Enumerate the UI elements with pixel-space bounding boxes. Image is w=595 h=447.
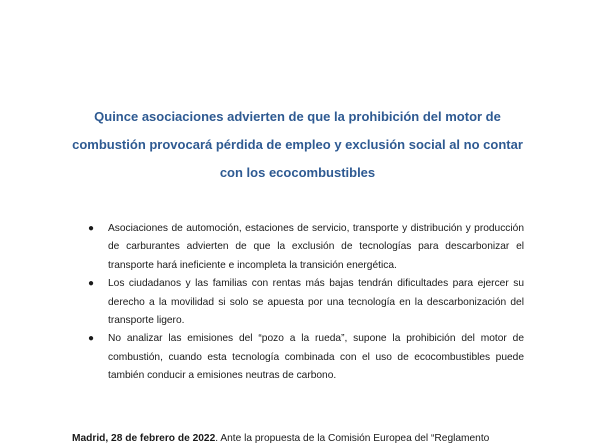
body-opening-line	[72, 431, 542, 447]
bullet-marker-icon: ●	[88, 333, 95, 345]
summary-bullet-3	[88, 330, 524, 385]
bullet-text: Los ciudadanos y las familias con rentas más bajas tendrán dificultades para ejercer su derecho a la movilidad si solo se apuesta por una tecnología en la descarbonización del transporte ligero.	[108, 278, 524, 327]
dateline-date: Madrid, 28 de febrero de 2022	[72, 433, 216, 444]
dateline-text: . Ante la propuesta de la Comisión Europea del “Reglamento	[215, 433, 490, 444]
bullet-text: No analizar las emisiones del “pozo a la rueda”, supone la prohibición del motor de combustión, cuando esta tecnología combinada con el uso de ecocombustibles puede también conducir a emisiones neutras de carbono.	[108, 333, 524, 382]
summary-bullet-1	[88, 220, 524, 275]
bullet-marker-icon: ●	[88, 223, 95, 234]
bullet-text: Asociaciones de automoción, estaciones de servicio, transporte y distribución y producción de carburantes advierten de que la exclusión de tecnologías para descarbonizar el transporte hará ineficiente e incompleta la transición energética.	[108, 223, 524, 271]
bullet-marker-icon: ●	[88, 278, 95, 290]
summary-bullet-2	[88, 275, 524, 330]
press-release-headline: Quince asociaciones advierten de que la prohibición del motor de combustión provocará pérdida de empleo y exclusión social al no contar con los ecocombustibles	[72, 109, 523, 180]
summary-bullet-list	[88, 220, 524, 386]
